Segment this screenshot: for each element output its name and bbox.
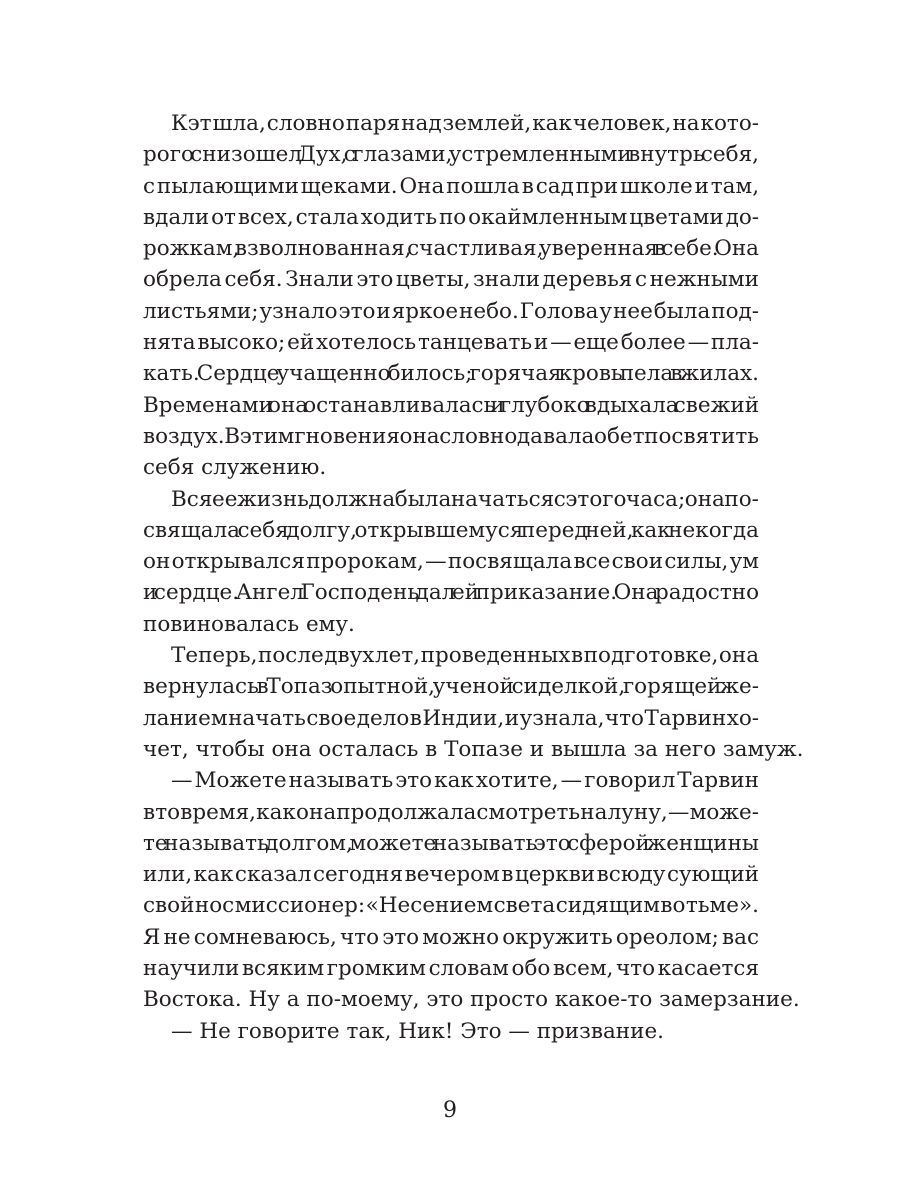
text-line: те называть долгом, можете называть это сферой женщины <box>143 830 760 856</box>
text-line: вернулась в Топаз опытной, ученой сиделкой, горящей же- <box>143 674 759 700</box>
text-line: — Не говорите так, Ник! Это — призвание. <box>171 1018 664 1044</box>
text-line: чет, чтобы она осталась в Топазе и вышла за него замуж. <box>143 736 804 762</box>
text-line: свящала себя долгу, открывшемуся перед ней, как некогда <box>143 517 759 543</box>
text-line: вдали от всех, стала ходить по окаймленным цветами до- <box>143 204 760 230</box>
text-line: листьями; узнало это и яркое небо. Голова у нее была под- <box>143 298 760 324</box>
page-number: 9 <box>443 1098 457 1123</box>
text-line: Кэт шла, словно паря над землей, как человек, на кото- <box>171 111 760 136</box>
body-text <box>143 108 804 1047</box>
text-line: с пылающими щеками. Она пошла в сад при школе и там, <box>143 173 760 199</box>
text-line: воздух. В эти мгновения она словно давала обет посвятить <box>143 423 759 449</box>
text-line: себя служению. <box>143 455 327 481</box>
text-line: рожкам, взволнованная, счастливая, уверенная в себе. Она <box>143 236 760 262</box>
text-line: повиновалась ему. <box>143 611 355 637</box>
text-line: Теперь, после двух лет, проведенных в подготовке, она <box>171 643 760 669</box>
paragraph <box>143 484 759 640</box>
text-line: — Можете называть это как хотите, — говорил Тарвин <box>171 768 759 794</box>
text-line: или, как сказал сегодня вечером в церкви всюду сующий <box>143 862 760 888</box>
text-line: в то время, как она продолжала смотреть на луну, — може- <box>143 799 760 825</box>
text-line: Вся ее жизнь должна была начаться с этого часа; она по- <box>171 486 759 512</box>
text-line: ланием начать свое дело в Индии, и узнала, что Тарвин хо- <box>143 705 760 731</box>
text-line: рого снизошел Дух, с глазами, устремленными внутрь себя, <box>143 142 759 168</box>
text-line: и сердце. Ангел Господень дал ей приказание. Она радостно <box>143 580 760 606</box>
text-line: Я не сомневаюсь, что это можно окружить ореолом; вас <box>143 924 760 950</box>
paragraph <box>143 640 804 765</box>
paragraph <box>143 108 759 484</box>
text-line: кать. Сердце учащенно билось; горячая кровь пела в жилах. <box>143 361 759 387</box>
text-line: Временами она останавливалась и глубоко вдыхала свежий <box>143 392 760 418</box>
text-line: свой нос миссионер: «Несением света сидящим во тьме». <box>143 893 759 919</box>
text-line: нята высоко; ей хотелось танцевать и — еще более — пла- <box>143 330 760 356</box>
text-line: научили всяким громким словам обо всем, что касается <box>143 956 760 982</box>
paragraph <box>143 765 800 1015</box>
paragraph <box>143 1016 759 1047</box>
text-line: он открывался пророкам, — посвящала все свои силы, ум <box>143 549 760 575</box>
text-line: Востока. Ну а по-моему, это просто какое-то замерзание. <box>143 987 800 1013</box>
text-line: обрела себя. Знали это цветы, знали деревья с нежными <box>143 267 759 293</box>
